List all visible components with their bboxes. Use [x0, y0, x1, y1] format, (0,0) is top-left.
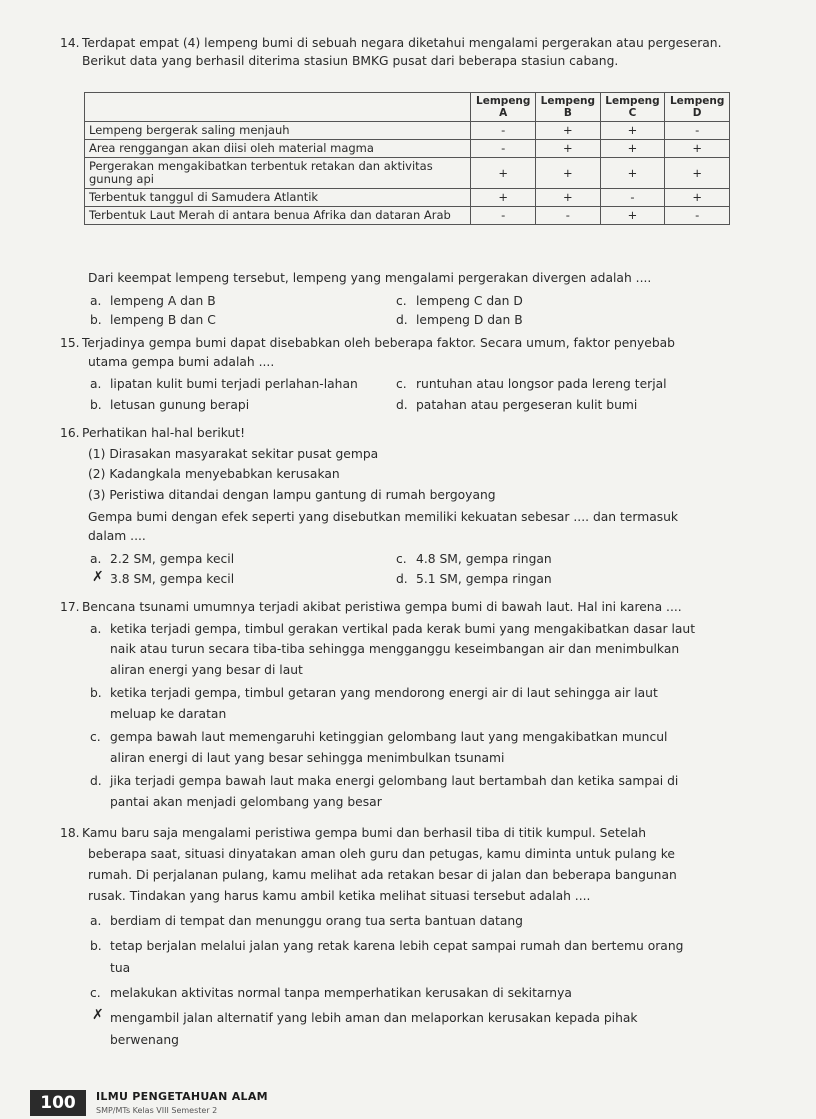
q16-option-c[interactable] [396, 550, 552, 568]
q14-text-1: Terdapat empat (4) lempeng bumi di sebuah negara diketahui mengalami pergerakan atau pergeseran. [82, 36, 722, 50]
table-header-b: Lempeng B [536, 93, 601, 122]
q16-option-a[interactable] [90, 550, 234, 568]
cell-d: - [665, 122, 730, 140]
page-number: 100 [30, 1090, 86, 1116]
option-letter: d. [396, 572, 408, 586]
q16-line2: dalam .... [88, 529, 146, 543]
q17-stem: Bencana tsunami umumnya terjadi akibat peristiwa gempa bumi di bawah laut. Hal ini karena .... [82, 600, 682, 614]
cell-d: + [665, 158, 730, 189]
handwritten-check-mark: ✗ [92, 569, 104, 585]
option-letter: d. [396, 398, 408, 412]
q16-option-d[interactable] [396, 570, 552, 588]
q18-line2: beberapa saat, situasi dinyatakan aman oleh guru dan petugas, kamu diminta untuk pulang ke [88, 847, 675, 861]
cell-a: - [471, 122, 536, 140]
option-text: jika terjadi gempa bawah laut maka energi gelombang laut bertambah dan ketika sampai di [110, 774, 679, 788]
q15-option-b[interactable] [90, 396, 249, 414]
cell-c: + [600, 122, 665, 140]
table-header-c: Lempeng C [600, 93, 665, 122]
table-row [85, 122, 730, 140]
q15-option-a[interactable] [90, 375, 358, 393]
q15-line1 [60, 334, 780, 352]
option-letter: a. [90, 914, 102, 928]
table-header-row [85, 93, 730, 122]
q18-option-b[interactable] [90, 937, 790, 955]
q14-line1 [60, 34, 780, 52]
row-statement: Terbentuk Laut Merah di antara benua Afrika dan dataran Arab [85, 207, 471, 225]
option-text: 5.1 SM, gempa ringan [416, 572, 552, 586]
q14-line2: Berikut data yang berhasil diterima stasiun BMKG pusat dari beberapa stasiun cabang. [82, 54, 619, 68]
q14-option-b[interactable] [90, 311, 216, 329]
option-text: ketika terjadi gempa, timbul gerakan vertikal pada kerak bumi yang mengakibatkan dasar laut [110, 622, 696, 636]
q14-option-c[interactable] [396, 292, 523, 310]
cell-c: + [600, 207, 665, 225]
book-title: ILMU PENGETAHUAN ALAM [96, 1090, 268, 1103]
q15-option-c[interactable] [396, 375, 667, 393]
q16-option-b[interactable] [110, 570, 234, 588]
cell-c: - [600, 189, 665, 207]
q17-option-a-line3: aliran energi yang besar di laut [110, 663, 303, 677]
option-letter: c. [396, 294, 407, 308]
table-row [85, 189, 730, 207]
handwritten-check-mark: ✗ [92, 1007, 104, 1023]
q16-line1: Gempa bumi dengan efek seperti yang disebutkan memiliki kekuatan sebesar .... dan termasuk [88, 510, 679, 524]
option-letter: d. [396, 313, 408, 327]
q17-option-d-line2: pantai akan menjadi gelombang yang besar [110, 795, 382, 809]
cell-a: - [471, 140, 536, 158]
table-row [85, 207, 730, 225]
q15-number: 15. [60, 336, 80, 350]
option-text: ketika terjadi gempa, timbul getaran yang mendorong energi air di laut sehingga air laut [110, 686, 658, 700]
q18-line4: rusak. Tindakan yang harus kamu ambil ketika melihat situasi tersebut adalah .... [88, 889, 591, 903]
option-letter: b. [90, 313, 102, 327]
row-statement: Pergerakan mengakibatkan terbentuk retakan dan aktivitas gunung api [85, 158, 471, 189]
table-row [85, 158, 730, 189]
q17-option-b-line2: meluap ke daratan [110, 707, 227, 721]
q17-stem-line [60, 598, 800, 616]
row-statement: Terbentuk tanggul di Samudera Atlantik [85, 189, 471, 207]
q16-item-2: (2) Kadangkala menyebabkan kerusakan [88, 467, 340, 481]
option-text: tetap berjalan melalui jalan yang retak karena lebih cepat sampai rumah dan bertemu orang [110, 939, 684, 953]
q16-item-1: (1) Dirasakan masyarakat sekitar pusat gempa [88, 447, 379, 461]
cell-a: - [471, 207, 536, 225]
q17-option-c[interactable] [90, 728, 790, 746]
option-text: gempa bawah laut memengaruhi ketinggian gelombang laut yang mengakibatkan muncul [110, 730, 668, 744]
option-text: 4.8 SM, gempa ringan [416, 552, 552, 566]
q14-stem: Dari keempat lempeng tersebut, lempeng yang mengalami pergerakan divergen adalah .... [88, 271, 652, 285]
q18-option-c[interactable] [90, 984, 790, 1002]
q16-number: 16. [60, 426, 80, 440]
q18-option-d[interactable] [110, 1009, 800, 1027]
option-text: runtuhan atau longsor pada lereng terjal [416, 377, 667, 391]
q16-intro-line [60, 424, 780, 442]
table-header-empty [85, 93, 471, 122]
option-letter: c. [90, 986, 101, 1000]
q17-number: 17. [60, 600, 80, 614]
q16-item-3: (3) Peristiwa ditandai dengan lampu gantung di rumah bergoyang [88, 488, 496, 502]
cell-d: + [665, 189, 730, 207]
option-letter: a. [90, 622, 102, 636]
cell-c: + [600, 158, 665, 189]
table-header-d: Lempeng D [665, 93, 730, 122]
q18-option-d-line2: berwenang [110, 1033, 179, 1047]
option-letter: b. [90, 939, 102, 953]
option-letter: b. [90, 398, 102, 412]
cell-a: + [471, 158, 536, 189]
row-statement: Lempeng bergerak saling menjauh [85, 122, 471, 140]
q18-option-a[interactable] [90, 912, 790, 930]
q14-option-a[interactable] [90, 292, 216, 310]
q15-line2: utama gempa bumi adalah .... [88, 355, 275, 369]
option-letter: c. [396, 377, 407, 391]
cell-b: - [536, 207, 601, 225]
option-text: lempeng D dan B [416, 313, 523, 327]
q18-option-b-line2: tua [110, 961, 131, 975]
cell-c: + [600, 140, 665, 158]
q16-intro: Perhatikan hal-hal berikut! [82, 426, 246, 440]
cell-b: + [536, 140, 601, 158]
book-subtitle: SMP/MTs Kelas VIII Semester 2 [96, 1106, 218, 1115]
option-letter: a. [90, 552, 102, 566]
q18-number: 18. [60, 826, 80, 840]
q17-option-d[interactable] [90, 772, 790, 790]
q14-option-d[interactable] [396, 311, 523, 329]
option-text: patahan atau pergeseran kulit bumi [416, 398, 638, 412]
row-statement: Area renggangan akan diisi oleh material magma [85, 140, 471, 158]
cell-b: + [536, 189, 601, 207]
option-letter: c. [396, 552, 407, 566]
q17-option-a[interactable] [90, 620, 790, 638]
q18-line3: rumah. Di perjalanan pulang, kamu melihat ada retakan besar di jalan dan beberapa bangunan [88, 868, 677, 882]
option-letter: a. [90, 377, 102, 391]
option-text: lempeng C dan D [416, 294, 523, 308]
option-text: lempeng A dan B [110, 294, 216, 308]
option-text: letusan gunung berapi [110, 398, 250, 412]
cell-a: + [471, 189, 536, 207]
q18-text-1: Kamu baru saja mengalami peristiwa gempa bumi dan berhasil tiba di titik kumpul. Setelah [82, 826, 647, 840]
option-text: 3.8 SM, gempa kecil [110, 572, 235, 586]
q14-number: 14. [60, 36, 80, 50]
cell-b: + [536, 122, 601, 140]
option-text: lipatan kulit bumi terjadi perlahan-lahan [110, 377, 358, 391]
option-text: 2.2 SM, gempa kecil [110, 552, 235, 566]
option-text: melakukan aktivitas normal tanpa memperhatikan kerusakan di sekitarnya [110, 986, 572, 1000]
q18-line1 [60, 824, 800, 842]
cell-d: + [665, 140, 730, 158]
q15-option-d[interactable] [396, 396, 637, 414]
cell-b: + [536, 158, 601, 189]
q17-option-a-line2: naik atau turun secara tiba-tiba sehingga mengganggu keseimbangan air dan menimbulkan [110, 642, 680, 656]
q17-option-c-line2: aliran energi di laut yang besar sehingga menimbulkan tsunami [110, 751, 505, 765]
table-row [85, 140, 730, 158]
plate-data-table [84, 92, 730, 225]
option-letter: b. [90, 686, 102, 700]
option-letter: c. [90, 730, 101, 744]
option-letter: a. [90, 294, 102, 308]
cell-d: - [665, 207, 730, 225]
option-text: mengambil jalan alternatif yang lebih aman dan melaporkan kerusakan kepada pihak [110, 1011, 638, 1025]
table-header-a: Lempeng A [471, 93, 536, 122]
option-text: lempeng B dan C [110, 313, 216, 327]
q17-option-b[interactable] [90, 684, 790, 702]
option-text: berdiam di tempat dan menunggu orang tua serta bantuan datang [110, 914, 523, 928]
option-letter: d. [90, 774, 102, 788]
q15-text-1: Terjadinya gempa bumi dapat disebabkan oleh beberapa faktor. Secara umum, faktor penyebab [82, 336, 675, 350]
